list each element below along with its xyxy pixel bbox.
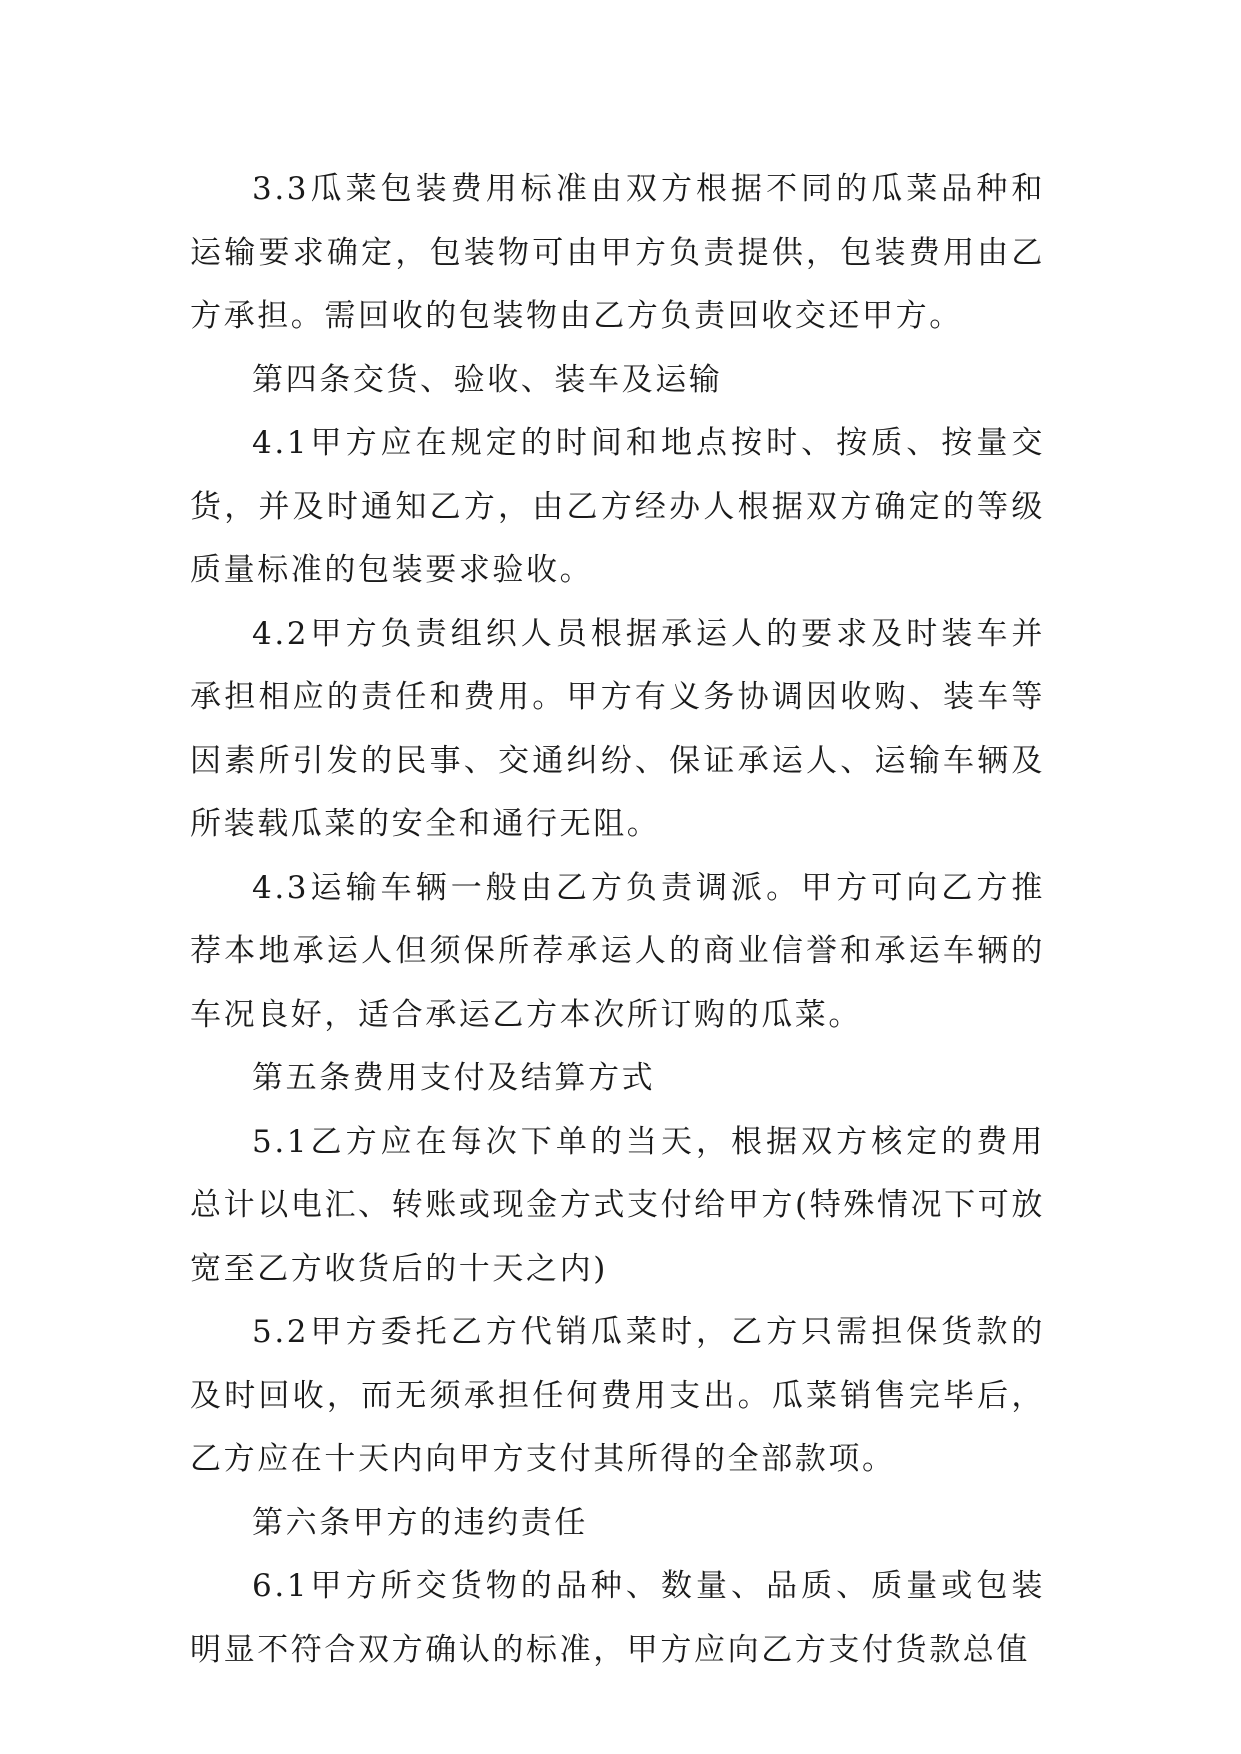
clause-5-1: 5.1乙方应在每次下单的当天，根据双方核定的费用总计以电汇、转账或现金方式支付给甲方(特殊情况下可放宽至乙方收货后的十天之内) (190, 1123, 1045, 1287)
article-4-heading: 第四条交货、验收、装车及运输 (252, 361, 723, 398)
clause-6-1: 6.1甲方所交货物的品种、数量、品质、质量或包装明显不符合双方确认的标准，甲方应向乙方支付货款总值 (190, 1568, 1045, 1668)
clause-4-3: 4.3运输车辆一般由乙方负责调派。甲方可向乙方推荐本地承运人但须保所荐承运人的商业信誉和承运车辆的车况良好，适合承运乙方本次所订购的瓜菜。 (190, 869, 1045, 1033)
clause-5-2: 5.2甲方委托乙方代销瓜菜时，乙方只需担保货款的及时回收，而无须承担任何费用支出。瓜菜销售完毕后，乙方应在十天内向甲方支付其所得的全部款项。 (190, 1314, 1045, 1477)
document-body (190, 158, 1045, 1682)
article-6-heading: 第六条甲方的违约责任 (252, 1504, 588, 1541)
clause-3-3: 3.3瓜菜包装费用标准由双方根据不同的瓜菜品种和运输要求确定，包装物可由甲方负责提供，包装费用由乙方承担。需回收的包装物由乙方负责回收交还甲方。 (190, 171, 1045, 334)
clause-4-1: 4.1甲方应在规定的时间和地点按时、按质、按量交货，并及时通知乙方，由乙方经办人根据双方确定的等级质量标准的包装要求验收。 (190, 425, 1045, 588)
article-5-heading: 第五条费用支付及结算方式 (252, 1060, 656, 1096)
clause-4-2: 4.2甲方负责组织人员根据承运人的要求及时装车并承担相应的责任和费用。甲方有义务协调因收购、装车等因素所引发的民事、交通纠纷、保证承运人、运输车辆及所装载瓜菜的安全和通行无阻。 (190, 615, 1045, 842)
